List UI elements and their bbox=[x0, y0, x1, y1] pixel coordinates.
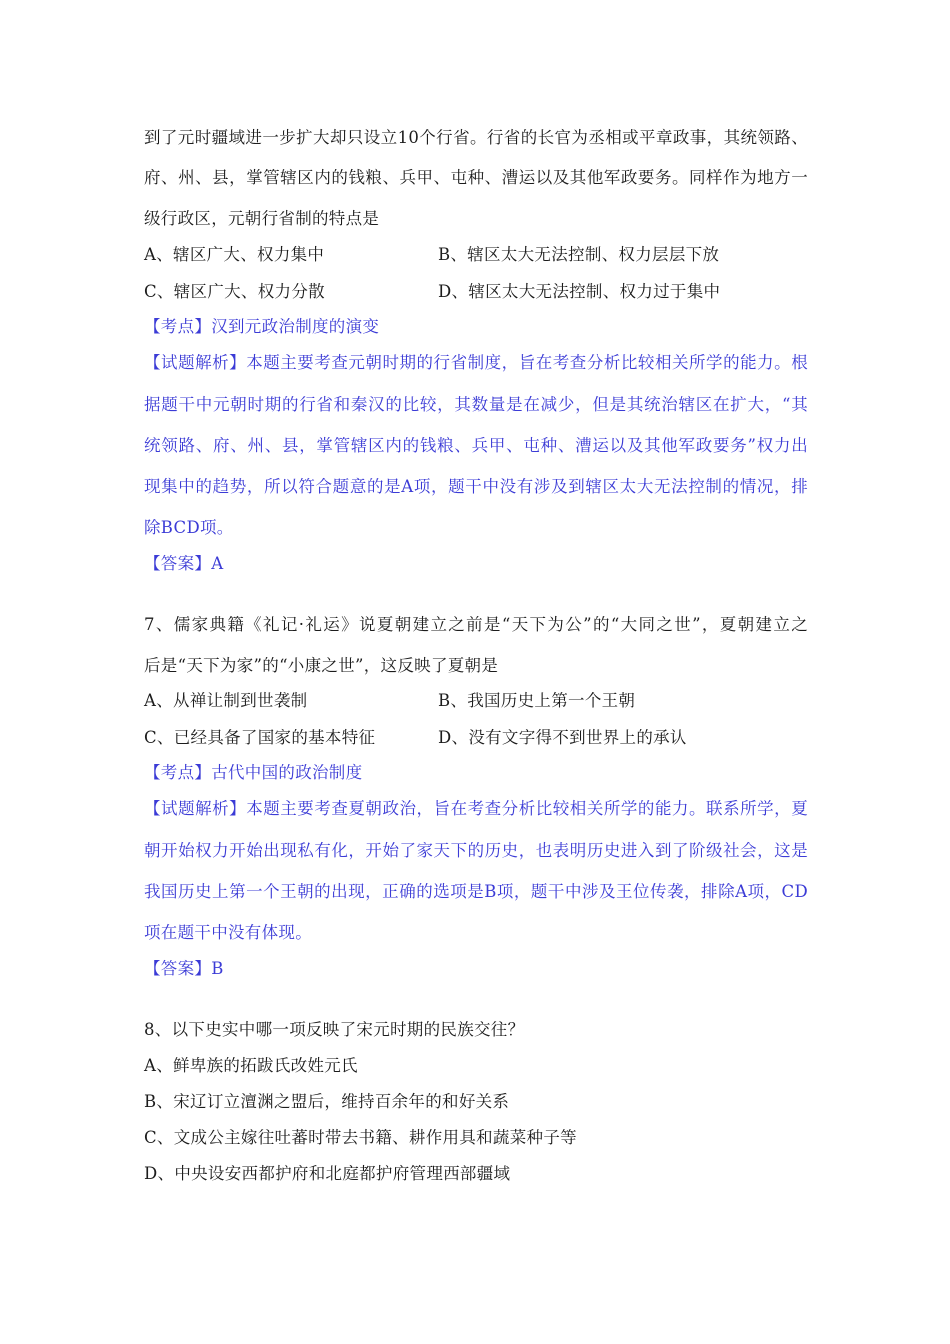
q6-answer: 【答案】A bbox=[144, 554, 224, 573]
q6-analysis-line: 据题干中元朝时期的行省和秦汉的比较，其数量是在减少，但是其统治辖区在扩大，“其 bbox=[144, 395, 808, 414]
q7-stem-line: 7、儒家典籍《礼记·礼运》说夏朝建立之前是“天下为公”的“大同之世”，夏朝建立之 bbox=[144, 615, 808, 634]
q6-analysis-line: 统领路、府、州、县，掌管辖区内的钱粮、兵甲、屯种、漕运以及其他军政要务”权力出 bbox=[144, 436, 808, 455]
q6-kaodian: 【考点】汉到元政治制度的演变 bbox=[144, 317, 380, 336]
q8-option-d: D、中央设安西都护府和北庭都护府管理西部疆域 bbox=[144, 1164, 511, 1183]
q7-option-d: D、没有文字得不到世界上的承认 bbox=[438, 728, 687, 747]
q8-option-b: B、宋辽订立澶渊之盟后，维持百余年的和好关系 bbox=[144, 1092, 510, 1111]
q7-option-a: A、从禅让制到世袭制 bbox=[144, 691, 308, 710]
q6-option-a: A、辖区广大、权力集中 bbox=[144, 245, 325, 264]
q7-kaodian: 【考点】古代中国的政治制度 bbox=[144, 763, 363, 782]
q7-option-c: C、已经具备了国家的基本特征 bbox=[144, 728, 376, 747]
q7-analysis-line: 我国历史上第一个王朝的出现，正确的选项是B项，题干中涉及王位传袭，排除A项，CD bbox=[144, 882, 808, 901]
q8-option-a: A、鲜卑族的拓跋氏改姓元氏 bbox=[144, 1056, 358, 1075]
q6-analysis-line: 【试题解析】本题主要考查元朝时期的行省制度，旨在考查分析比较相关所学的能力。根 bbox=[144, 353, 808, 372]
q7-stem-line: 后是“天下为家”的“小康之世”，这反映了夏朝是 bbox=[144, 656, 499, 675]
q7-analysis-line: 朝开始权力开始出现私有化，开始了家天下的历史，也表明历史进入到了阶级社会，这是 bbox=[144, 841, 808, 860]
q6-analysis-line: 现集中的趋势，所以符合题意的是A项，题干中没有涉及到辖区太大无法控制的情况，排 bbox=[144, 477, 808, 496]
q8-option-c: C、文成公主嫁往吐蕃时带去书籍、耕作用具和蔬菜种子等 bbox=[144, 1128, 577, 1147]
q6-stem-line: 级行政区，元朝行省制的特点是 bbox=[144, 209, 380, 228]
q7-answer: 【答案】B bbox=[144, 959, 224, 978]
q6-option-c: C、辖区广大、权力分散 bbox=[144, 282, 325, 301]
q7-analysis-line: 项在题干中没有体现。 bbox=[144, 923, 312, 942]
q8-stem: 8、以下史实中哪一项反映了宋元时期的民族交往？ bbox=[144, 1020, 525, 1039]
q6-stem-line: 府、州、县，掌管辖区内的钱粮、兵甲、屯种、漕运以及其他军政要务。同样作为地方一 bbox=[144, 168, 808, 187]
q7-option-b: B、我国历史上第一个王朝 bbox=[438, 691, 636, 710]
q6-option-d: D、辖区太大无法控制、权力过于集中 bbox=[438, 282, 721, 301]
q7-analysis-line: 【试题解析】本题主要考查夏朝政治，旨在考查分析比较相关所学的能力。联系所学，夏 bbox=[144, 799, 808, 818]
q6-option-b: B、辖区太大无法控制、权力层层下放 bbox=[438, 245, 720, 264]
q6-analysis-line: 除BCD项。 bbox=[144, 518, 234, 537]
q6-stem-line: 到了元时疆域进一步扩大却只设立10个行省。行省的长官为丞相或平章政事，其统领路、 bbox=[144, 128, 808, 147]
